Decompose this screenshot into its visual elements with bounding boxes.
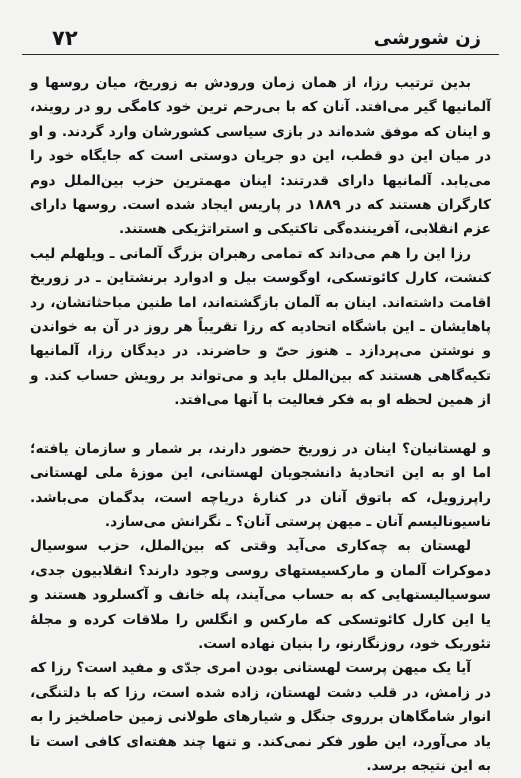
- page-header: [22, 24, 499, 55]
- paragraph: لهستان به چه‌کاری می‌آید وقتی که بین‌الملل، حزب سوسیال دموکرات آلمان و مارکسیستهای روسی وجود دارند؟ انقلابیون جدی، سوسیالیستهایی که به حساب می‌آیند، پله خانف و آکسلرود هستند و یا این کارل کائوتسکی که مارکس و انگلس را ملاقات کرده و مجلهٔ تئوریک خود، روزنگارنو، را بنیان نهاده است.: [30, 538, 491, 652]
- body-text: [30, 71, 491, 778]
- paragraph: و لهستانیان؟ اینان در زوریخ حضور دارند، بر شمار و سازمان یافته؛ اما او به این اتحادیهٔ دانشجویان لهستانی، این موزهٔ ملی لهستانی راپرزویل، که باتوق آنان در کنارهٔ دریاچه است، بدگمان می‌باشد. ناسیونالیسم آنان ـ میهن پرستی آنان؟ ـ نگرانش می‌سازد.: [30, 440, 491, 530]
- page-number: ۷۲: [52, 26, 78, 50]
- paragraph: بدین ترتیب رزا، از همان زمان ورودش به زوریخ، میان روسها و آلمانیها گیر می‌افتد. آنان که با بی‌رحم ترین خود کامگی رو در رویند، و اینان که موفق شده‌اند در بازی سیاسی کشورشان وارد گردند. و او در میان این دو قطب، این دو جریان دوستی است که جایگاه خود را می‌یابد. آلمانیها دارای قدرتند: اینان مهمترین حزب بین‌الملل دوم کارگران هستند که در ۱۸۸۹ در پاریس ایجاد شده است. روسها دارای عزم انقلابی، آفریننده‌گی تاکتیکی و استراتژیکی هستند.: [30, 75, 491, 238]
- paragraph: رزا این را هم می‌داند که تمامی رهبران بزرگ آلمانی ـ ویلهلم لیب کنشت، کارل کائوتسکی، اوگوست بیل و ادوارد برنشتاین ـ در زوریخ اقامت داشته‌اند. اینان به آلمان بازگشته‌اند، اما طنین مباحثاتشان، رد پاهایشان ـ این باشگاه اتحادیه که رزا تقریباً هر روز در آن به خواندن و نوشتن می‌پردازد ـ هنوز حیّ و حاضرند. در دیدگان رزا، آلمانیها تکیه‌گاهی هستند که بین‌الملل باید و می‌تواند بر رویش حساب کند. و از همین لحظه او به فکر فعالیت با آنها می‌افتد.: [30, 245, 491, 409]
- paragraph: آیا یک میهن پرست لهستانی بودن امری جدّی و مفید است؟ رزا که در زامش، در قلب دشت لهستان، زاده شده است، رزا که با دلتنگی، انوار شامگاهان برروی جنگل و شیارهای طولانی زمین حاصلخیز را به یاد می‌آورد، این طور فکر نمی‌کند. و تنها چند هفته‌ای کافی است تا به این نتیجه برسد.: [30, 660, 491, 774]
- running-title: زن شورشی: [373, 28, 481, 49]
